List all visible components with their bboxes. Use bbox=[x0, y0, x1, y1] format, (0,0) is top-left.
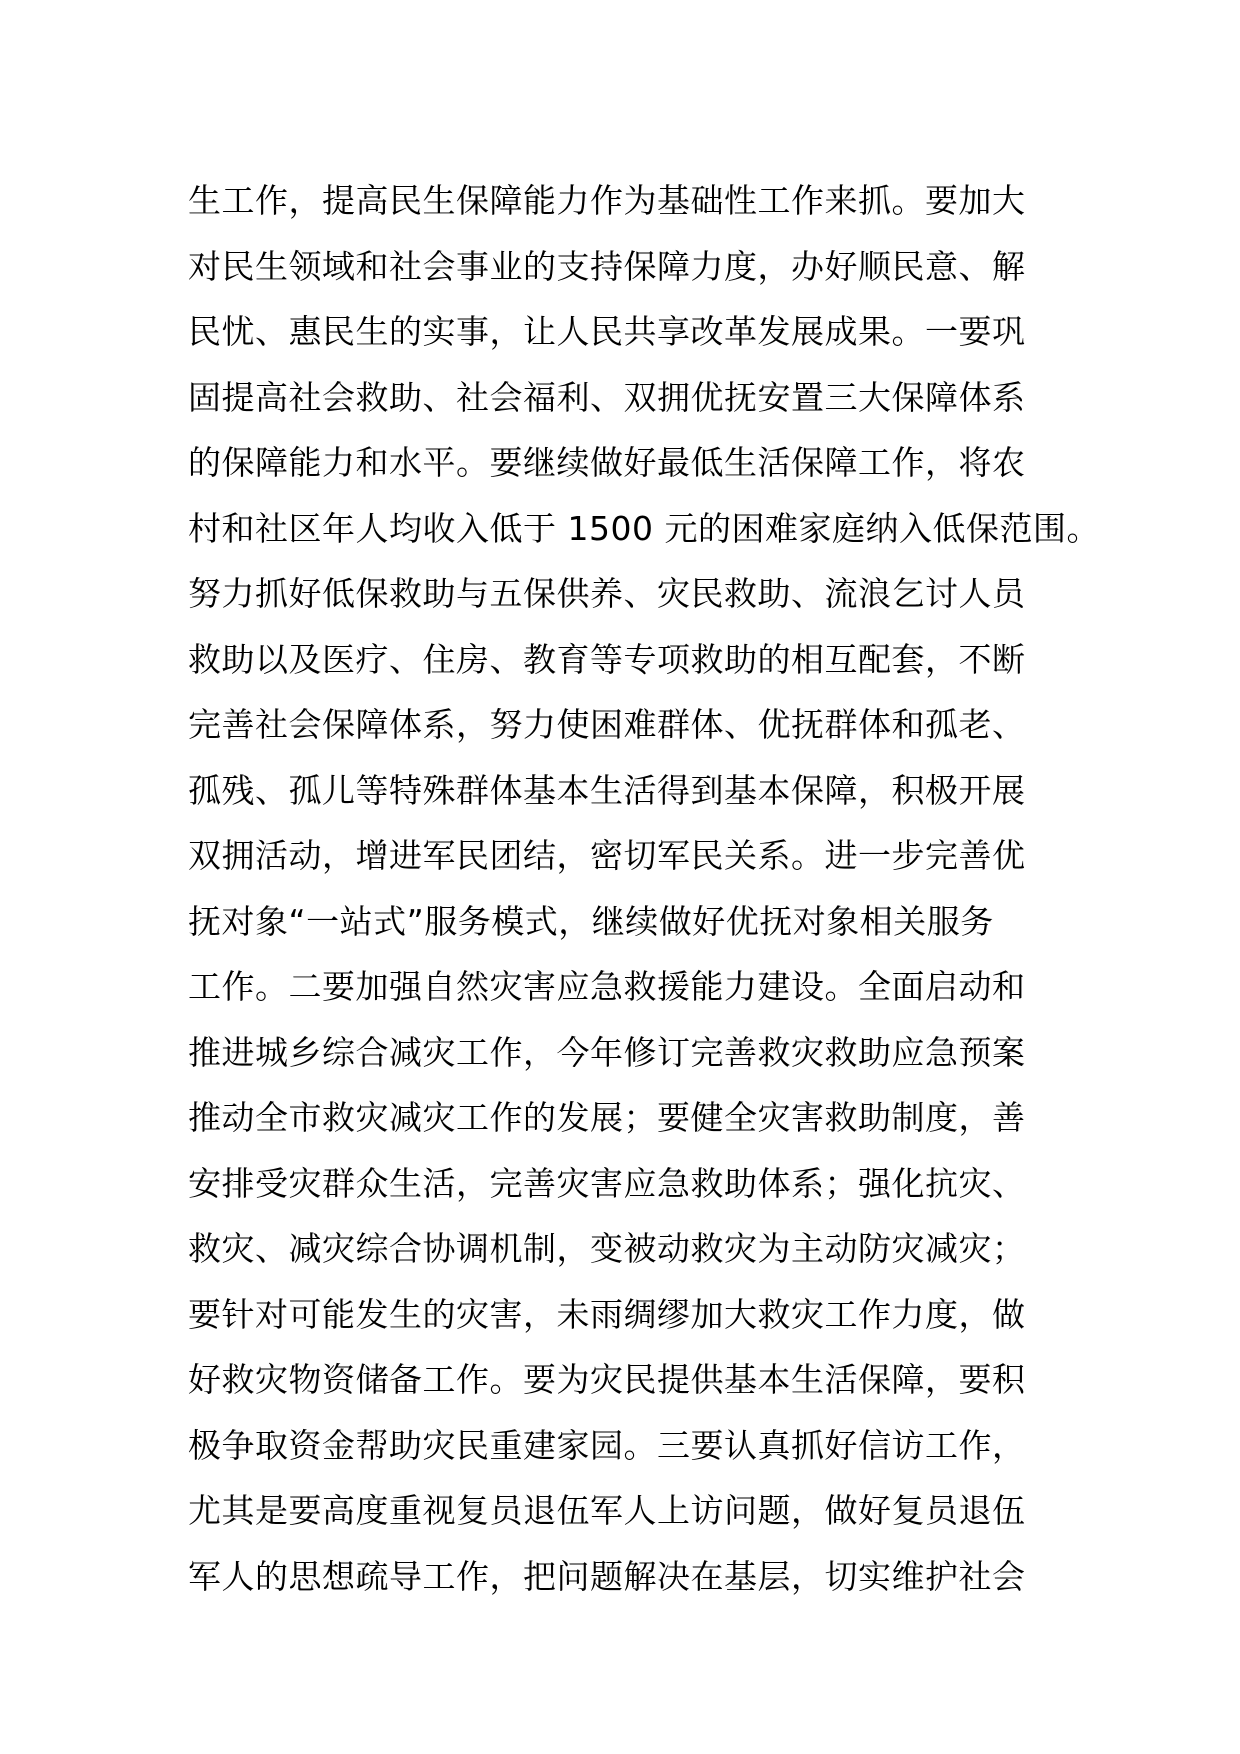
text-line: 军人的思想疏导工作，把问题解决在基层，切实维护社会 bbox=[188, 1556, 1026, 1596]
text-line: 救助以及医疗、住房、教育等专项救助的相互配套，不断 bbox=[188, 639, 1026, 679]
text-line: 生工作，提高民生保障能力作为基础性工作来抓。要加大 bbox=[188, 181, 1026, 220]
text-line: 工作。二要加强自然灾害应急救援能力建设。全面启动和 bbox=[188, 967, 1026, 1006]
text-line: 要针对可能发生的灾害，未雨绸缪加大救灾工作力度，做 bbox=[188, 1294, 1026, 1334]
text-line: 推动全市救灾减灾工作的发展；要健全灾害救助制度，善 bbox=[188, 1098, 1026, 1137]
text-line: 的保障能力和水平。要继续做好最低生活保障工作，将农 bbox=[188, 443, 1026, 482]
text-line: 努力抓好低保救助与五保供养、灾民救助、流浪乞讨人员 bbox=[188, 574, 1026, 613]
text-line: 孤残、孤儿等特殊群体基本生活得到基本保障，积极开展 bbox=[188, 770, 1026, 810]
text-line: 救灾、减灾综合协调机制，变被动救灾为主动防灾减灾； bbox=[188, 1229, 1026, 1268]
body-text bbox=[188, 168, 1100, 1609]
text-line: 安排受灾群众生活，完善灾害应急救助体系；强化抗灾、 bbox=[188, 1163, 1026, 1203]
text-line: 完善社会保障体系，努力使困难群体、优抚群体和孤老、 bbox=[188, 705, 1026, 744]
text-line: 抚对象“一站式”服务模式，继续做好优抚对象相关服务 bbox=[188, 901, 994, 941]
text-line: 好救灾物资储备工作。要为灾民提供基本生活保障，要积 bbox=[188, 1360, 1026, 1399]
text-line: 村和社区年人均收入低于 1500 元的困难家庭纳入低保范围。 bbox=[188, 508, 1100, 548]
text-line: 双拥活动，增进军民团结，密切军民关系。进一步完善优 bbox=[188, 836, 1026, 875]
text-line: 民忧、惠民生的实事，让人民共享改革发展成果。一要巩 bbox=[188, 312, 1026, 351]
text-line: 对民生领域和社会事业的支持保障力度，办好顺民意、解 bbox=[188, 246, 1026, 286]
text-line: 尤其是要高度重视复员退伍军人上访问题，做好复员退伍 bbox=[188, 1491, 1026, 1530]
text-line: 极争取资金帮助灾民重建家园。三要认真抓好信访工作， bbox=[188, 1425, 1026, 1465]
text-line: 推进城乡综合减灾工作，今年修订完善救灾救助应急预案 bbox=[188, 1032, 1026, 1072]
text-line: 固提高社会救助、社会福利、双拥优抚安置三大保障体系 bbox=[188, 377, 1026, 417]
